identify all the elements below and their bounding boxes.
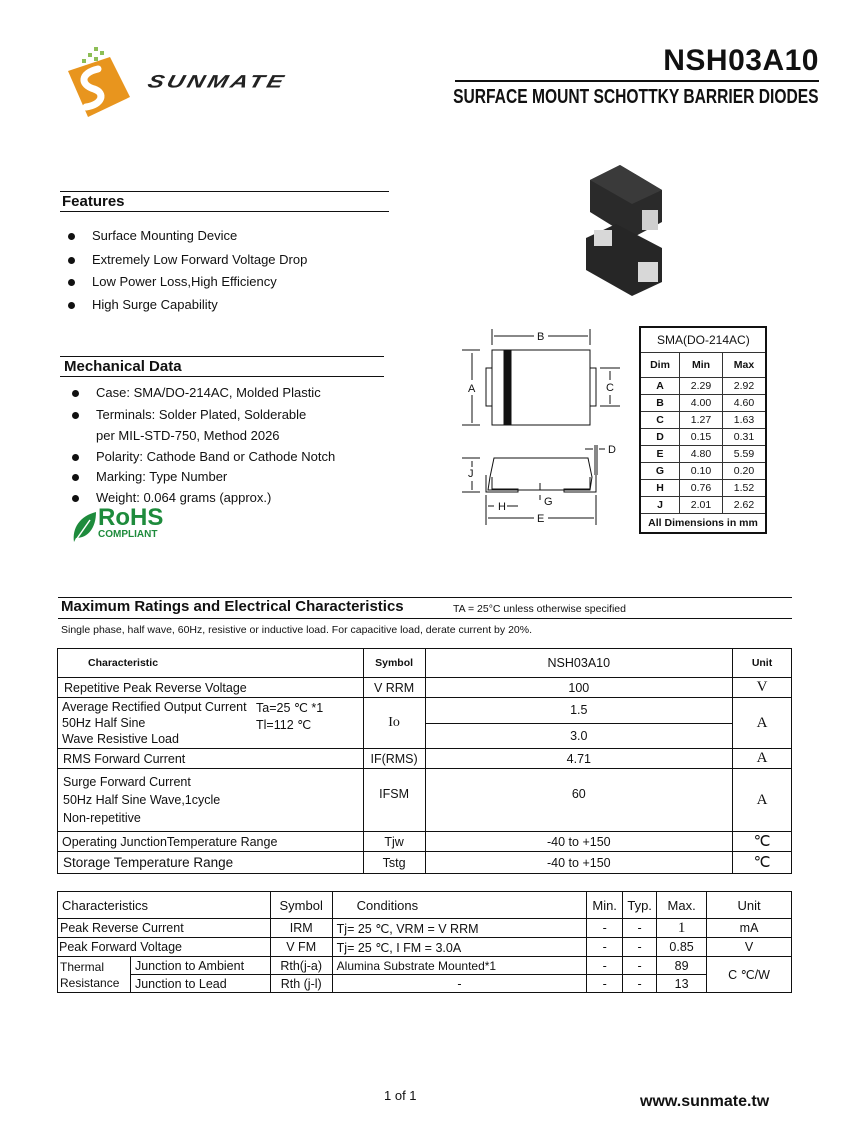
cell-unit: V xyxy=(733,678,792,698)
cell-symbol: Rth(j-a) xyxy=(270,957,332,975)
dim-cell: 2.92 xyxy=(723,378,767,395)
condition-line: Ta=25 ℃ *1 xyxy=(256,701,324,715)
title-divider xyxy=(455,80,819,82)
col-header: Min. xyxy=(587,892,623,919)
package-outline-diagram xyxy=(450,325,630,530)
cell-label xyxy=(58,698,364,749)
dim-cell: H xyxy=(640,480,680,497)
cell-max: 0.85 xyxy=(657,938,707,957)
dim-cell: 2.29 xyxy=(680,378,723,395)
mechanical-item: Case: SMA/DO-214AC, Molded Plastic xyxy=(64,385,394,407)
cell-unit: A xyxy=(733,769,792,832)
cell-unit: A xyxy=(733,698,792,749)
cell-symbol: Io xyxy=(363,698,425,749)
ratings-heading: Maximum Ratings and Electrical Characteristics xyxy=(61,598,404,615)
dim-label-g: G xyxy=(544,496,553,508)
dim-row xyxy=(640,497,766,514)
dim-cell: 0.31 xyxy=(723,429,767,446)
cell-max: 1 xyxy=(657,919,707,938)
cell-symbol: Tjw xyxy=(363,832,425,852)
cell-label: Peak Forward Voltage xyxy=(58,938,271,957)
dim-cell: 2.01 xyxy=(680,497,723,514)
dim-cell: J xyxy=(640,497,680,514)
cell-label: Storage Temperature Range xyxy=(58,852,364,874)
cell-label: RMS Forward Current xyxy=(58,749,364,769)
cell-unit: V xyxy=(707,938,792,957)
table-row xyxy=(58,975,792,993)
sunmate-logo-icon xyxy=(60,45,130,115)
cell-value: 100 xyxy=(425,678,732,698)
label-line: 50Hz Half Sine xyxy=(62,716,146,730)
dim-row xyxy=(640,395,766,412)
col-header: Characteristics xyxy=(58,892,271,919)
col-header: Conditions xyxy=(332,892,586,919)
cell-value: 1.5 xyxy=(425,698,732,724)
rohs-compliant-text: COMPLIANT xyxy=(98,529,158,540)
cell-label: Junction to Lead xyxy=(130,975,270,993)
cell-unit: ℃ xyxy=(733,852,792,874)
col-header: Symbol xyxy=(270,892,332,919)
group-line: Resistance xyxy=(60,975,120,990)
dimension-table xyxy=(639,326,767,534)
dim-cell: A xyxy=(640,378,680,395)
dim-label-e: E xyxy=(537,513,545,525)
cell-value: -40 to +150 xyxy=(425,852,732,874)
table-row xyxy=(58,938,792,957)
dim-row xyxy=(640,463,766,480)
cell-symbol: IRM xyxy=(270,919,332,938)
dim-cell: 0.76 xyxy=(680,480,723,497)
label-line: Non-repetitive xyxy=(63,811,141,825)
col-header-symbol: Symbol xyxy=(363,649,425,678)
dim-label-c: C xyxy=(606,382,614,394)
cell-unit: C ℃/W xyxy=(707,957,792,993)
dim-cell: C xyxy=(640,412,680,429)
mechanical-item: Terminals: Solder Plated, Solderable xyxy=(64,407,394,428)
cell-symbol: V RRM xyxy=(363,678,425,698)
table-row xyxy=(58,698,792,724)
dim-cell: 5.59 xyxy=(723,446,767,463)
mechanical-heading: Mechanical Data xyxy=(60,356,384,377)
cell-value: 3.0 xyxy=(425,723,732,749)
cell-label xyxy=(58,769,364,832)
rohs-text: RoHS xyxy=(98,504,164,531)
dim-cell: E xyxy=(640,446,680,463)
mechanical-item: Polarity: Cathode Band or Cathode Notch xyxy=(64,449,394,469)
dim-cell: G xyxy=(640,463,680,480)
cell-max: 13 xyxy=(657,975,707,993)
mechanical-list xyxy=(64,385,394,510)
condition-line: Tl=112 ℃ xyxy=(256,718,312,732)
product-photo xyxy=(580,160,670,300)
cell-unit: mA xyxy=(707,919,792,938)
table-row xyxy=(58,852,792,874)
mechanical-item: per MIL-STD-750, Method 2026 xyxy=(96,428,280,443)
cell-unit: A xyxy=(733,749,792,769)
ratings-note: Single phase, half wave, 60Hz, resistive or inductive load. For capacitive load, derate current by 20%. xyxy=(61,624,532,636)
label-line: Surge Forward Current xyxy=(63,775,191,789)
dim-table-footer: All Dimensions in mm xyxy=(640,514,766,534)
dim-row xyxy=(640,429,766,446)
dim-header: Min xyxy=(680,353,723,378)
features-heading: Features xyxy=(60,191,389,212)
cell-value: 60 xyxy=(425,769,732,832)
label-line: Wave Resistive Load xyxy=(62,732,179,746)
mechanical-item: Weight: 0.064 grams (approx.) xyxy=(64,490,394,510)
dim-cell: 0.20 xyxy=(723,463,767,480)
dim-cell: 2.62 xyxy=(723,497,767,514)
brand-wordmark: SUNMATE xyxy=(145,71,289,92)
cell-value: 4.71 xyxy=(425,749,732,769)
cell-condition: Alumina Substrate Mounted*1 xyxy=(332,957,586,975)
dim-row xyxy=(640,480,766,497)
dim-row xyxy=(640,412,766,429)
max-ratings-table xyxy=(57,648,792,874)
cell-symbol: IF(RMS) xyxy=(363,749,425,769)
cell-typ: - xyxy=(623,919,657,938)
table-row xyxy=(58,957,792,975)
cell-symbol: V FM xyxy=(270,938,332,957)
table-row xyxy=(58,678,792,698)
dim-label-a: A xyxy=(468,383,476,395)
dim-cell: 0.10 xyxy=(680,463,723,480)
feature-item: High Surge Capability xyxy=(60,297,390,319)
cell-label: Peak Reverse Current xyxy=(58,919,271,938)
cell-label: Operating JunctionTemperature Range xyxy=(58,832,364,852)
dim-header: Dim xyxy=(640,353,680,378)
feature-item: Extremely Low Forward Voltage Drop xyxy=(60,252,390,274)
feature-item: Surface Mounting Device xyxy=(60,228,390,252)
cell-symbol: Rth (j-l) xyxy=(270,975,332,993)
cell-condition: - xyxy=(332,975,586,993)
dim-cell: 4.00 xyxy=(680,395,723,412)
cell-label: Junction to Ambient xyxy=(130,957,270,975)
cell-symbol: Tstg xyxy=(363,852,425,874)
dim-label-d: D xyxy=(608,444,616,456)
table-row xyxy=(58,832,792,852)
dim-cell: B xyxy=(640,395,680,412)
dim-cell: 0.15 xyxy=(680,429,723,446)
cell-max: 89 xyxy=(657,957,707,975)
cell-value: -40 to +150 xyxy=(425,832,732,852)
dim-cell: 1.27 xyxy=(680,412,723,429)
ratings-bottom-rule xyxy=(58,618,792,619)
cell-min: - xyxy=(587,975,623,993)
col-header: Unit xyxy=(707,892,792,919)
dim-label-h: H xyxy=(498,501,506,513)
cell-typ: - xyxy=(623,957,657,975)
dim-header: Max xyxy=(723,353,767,378)
page-number: 1 of 1 xyxy=(384,1088,417,1103)
part-number-title: NSH03A10 xyxy=(663,44,819,77)
dim-cell: D xyxy=(640,429,680,446)
dim-cell: 1.52 xyxy=(723,480,767,497)
dim-row xyxy=(640,446,766,463)
cell-min: - xyxy=(587,957,623,975)
cell-min: - xyxy=(587,938,623,957)
group-line: Thermal xyxy=(60,959,105,974)
cell-min: - xyxy=(587,919,623,938)
leaf-icon xyxy=(70,510,98,544)
features-list xyxy=(60,228,390,319)
feature-item: Low Power Loss,High Efficiency xyxy=(60,274,390,297)
product-subtitle: SURFACE MOUNT SCHOTTKY BARRIER DIODES xyxy=(453,86,819,108)
dim-table-title: SMA(DO-214AC) xyxy=(640,327,766,353)
col-header: Max. xyxy=(657,892,707,919)
electrical-characteristics-table xyxy=(57,891,792,993)
table-row xyxy=(58,919,792,938)
col-header: Typ. xyxy=(623,892,657,919)
dim-label-b: B xyxy=(537,331,545,343)
cell-label: Repetitive Peak Reverse Voltage xyxy=(58,678,364,698)
thermal-resistance-group xyxy=(58,957,131,993)
col-header-characteristic: Characteristic xyxy=(58,649,364,678)
dim-cell: 1.63 xyxy=(723,412,767,429)
mechanical-item: Marking: Type Number xyxy=(64,469,394,490)
ratings-condition: TA = 25°C unless otherwise specified xyxy=(453,603,626,615)
table-row xyxy=(58,769,792,832)
dim-label-j: J xyxy=(468,468,474,480)
label-line: 50Hz Half Sine Wave,1cycle xyxy=(63,793,221,807)
cell-symbol: IFSM xyxy=(363,769,425,832)
table-row xyxy=(58,749,792,769)
dim-cell: 4.60 xyxy=(723,395,767,412)
cell-condition: Tj= 25 ℃, VRM = V RRM xyxy=(332,919,586,938)
label-line: Average Rectified Output Current xyxy=(62,700,247,714)
website-link[interactable]: www.sunmate.tw xyxy=(640,1093,770,1110)
cell-condition: Tj= 25 ℃, I FM = 3.0A xyxy=(332,938,586,957)
col-header-part: NSH03A10 xyxy=(425,649,732,678)
cell-typ: - xyxy=(623,975,657,993)
cell-typ: - xyxy=(623,938,657,957)
cell-unit: ℃ xyxy=(733,832,792,852)
dim-cell: 4.80 xyxy=(680,446,723,463)
col-header-unit: Unit xyxy=(733,649,792,678)
dim-row xyxy=(640,378,766,395)
